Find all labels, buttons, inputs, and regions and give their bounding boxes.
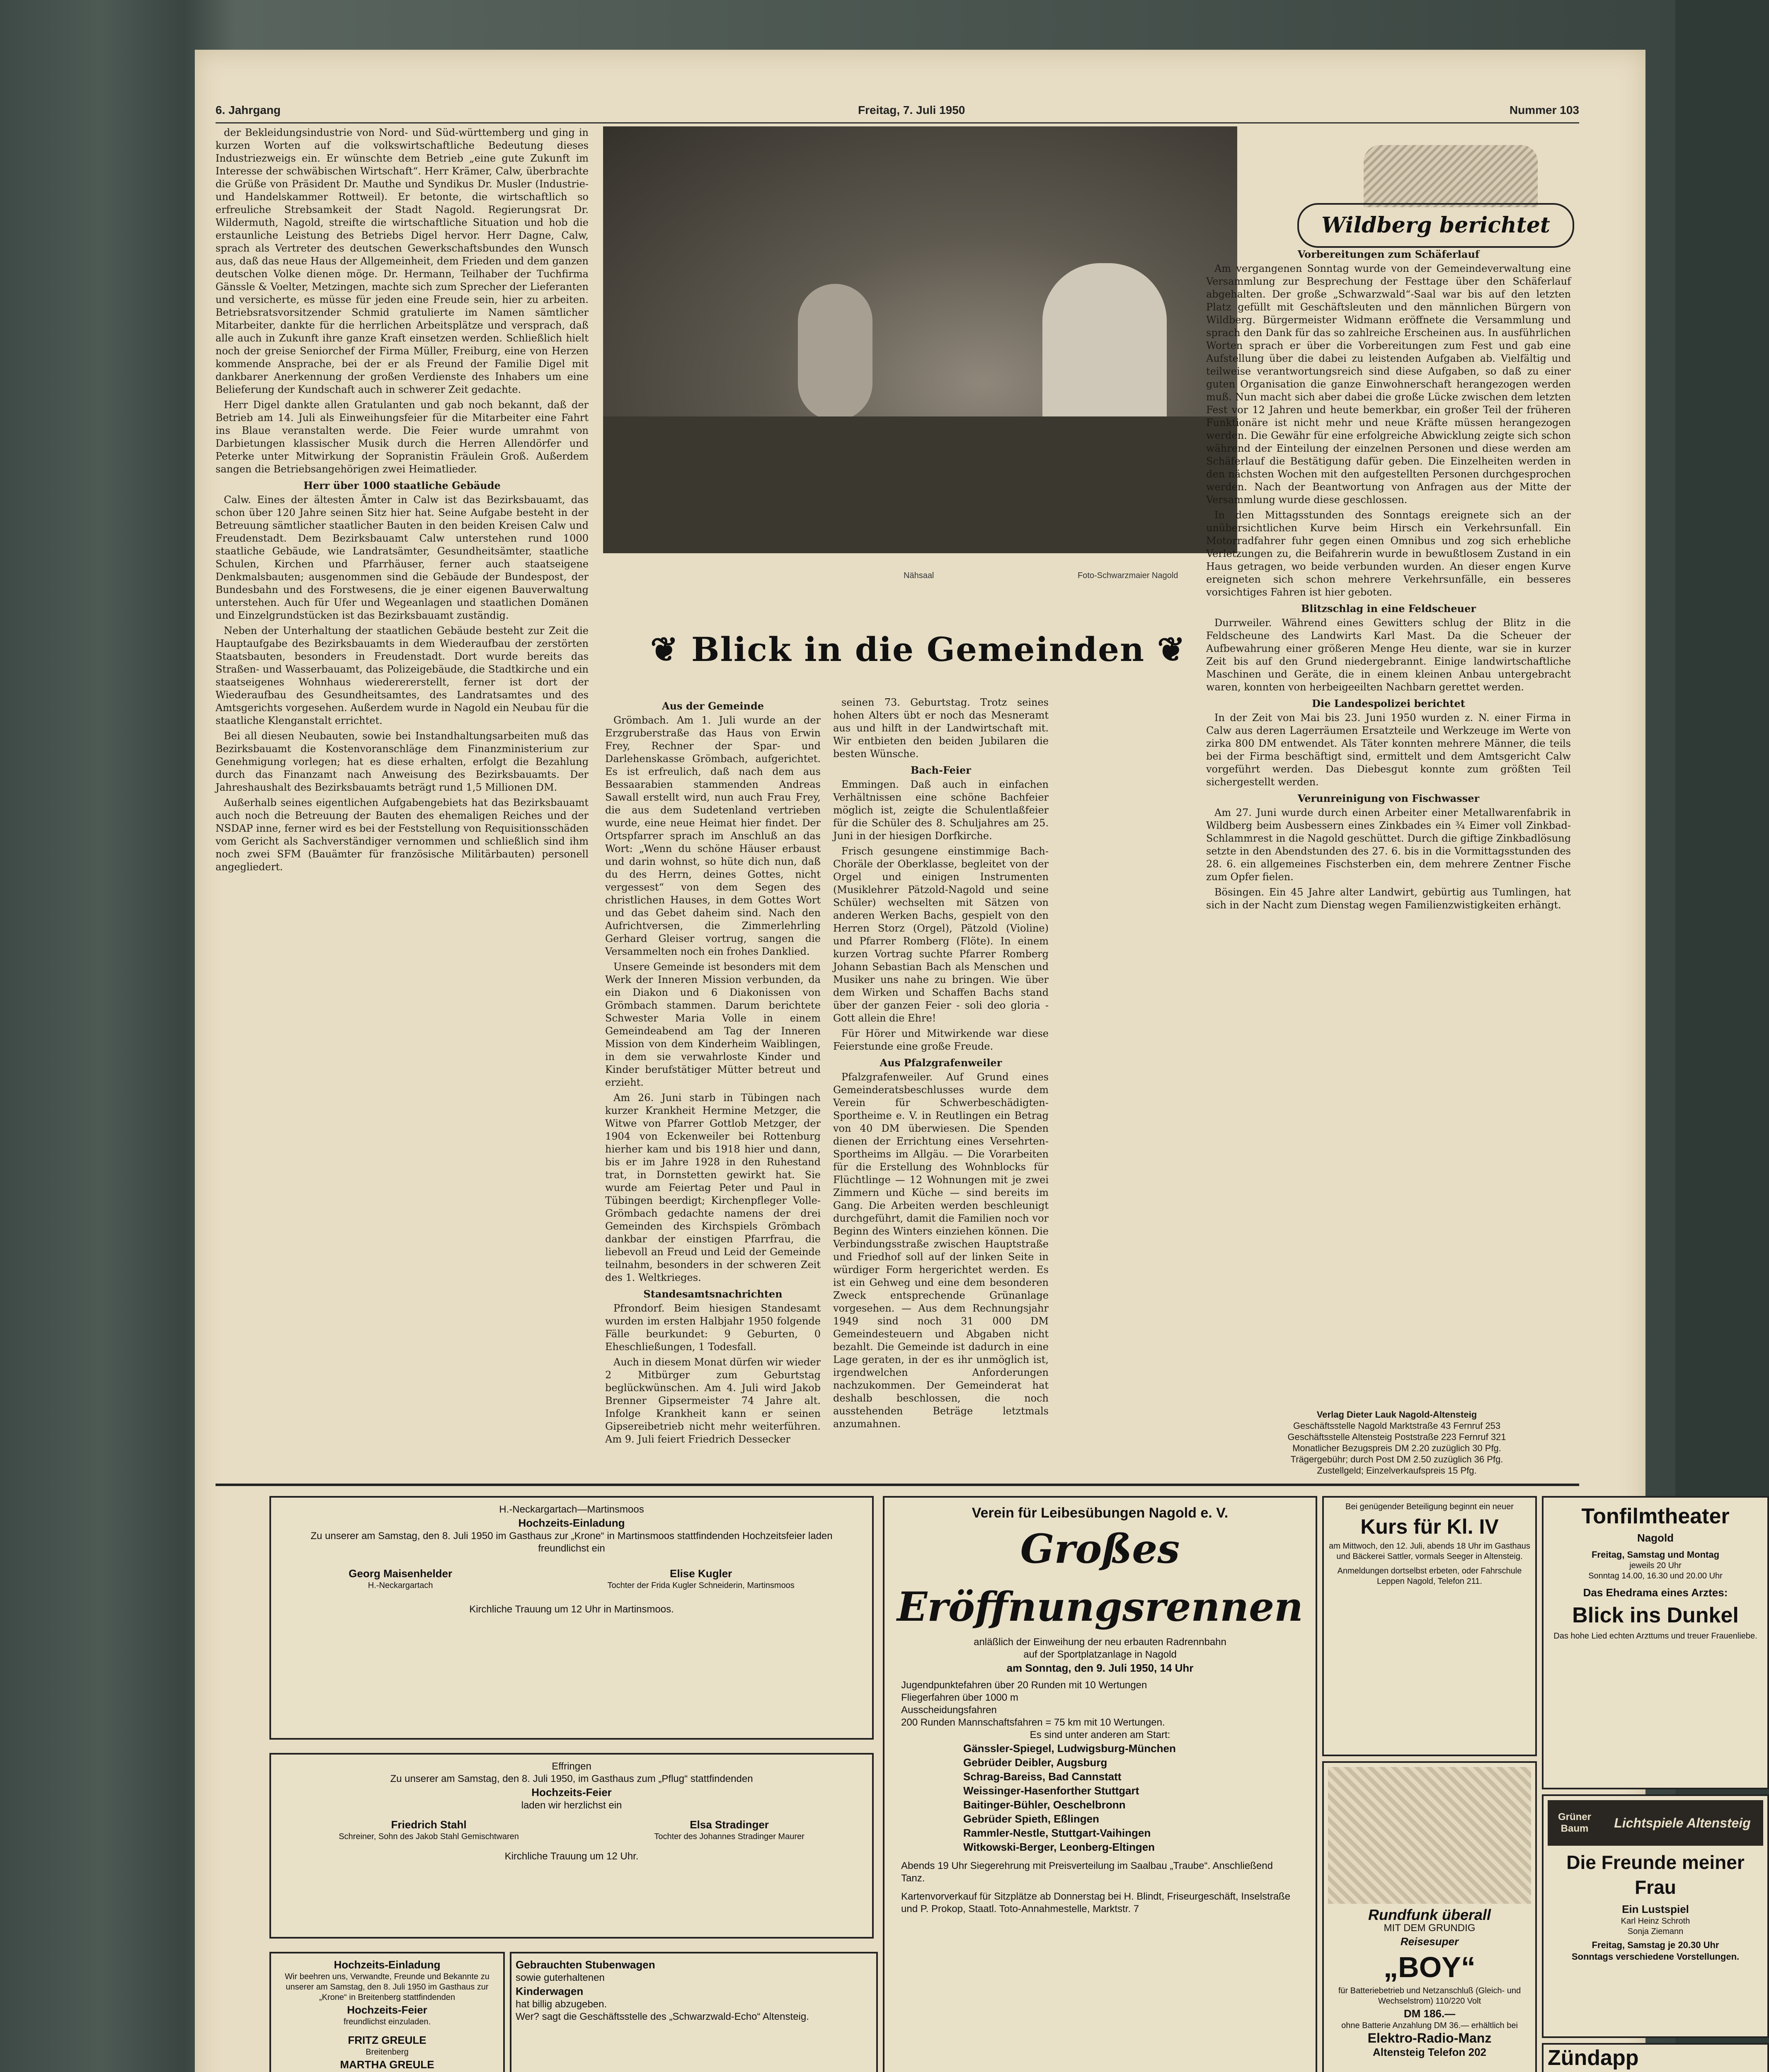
ad-fahrkurs xyxy=(1322,1496,1537,1756)
ad-zuendapp xyxy=(1542,2043,1769,2072)
impressum-line: Trägergebühr; durch Post DM 2.50 zuzüglich 36 Pfg. xyxy=(1290,1454,1503,1464)
ad-line: Sonntag 14.00, 16.30 und 20.00 Uhr xyxy=(1588,1571,1723,1581)
ad-film: Die Freunde meiner Frau xyxy=(1566,1852,1745,1898)
banner-ornament-left-icon: ❦ xyxy=(650,630,691,669)
wildberg-banner: Wildberg berichtet xyxy=(1297,203,1574,248)
ad-line: Freitag, Samstag und Montag xyxy=(1591,1549,1720,1560)
paragraph: Frisch gesungene einstimmige Bach-Choräle der Oberklasse, begleitet von der Orgel und einigen Instrumenten (Musiklehrer Pätzold-Nagold und seine Schüler) wechselten mit Sätzen von anderen Werken Bachs, gespielt von den Herren Storz (Orgel), Pätzold (Violine) und Pfarrer Romberg (Flöte). In einem kurzen Vortrag suchte Pfarrer Romberg Johann Sebastian Bach als Menschen und Musiker uns nahe zu bringen. Wie über dem Wirken und Schaffen Bachs stand über der ganzen Feier - soli deo gloria - Gott allein die Ehre! xyxy=(833,845,1049,1024)
ad-line: Schreiner, Sohn des Jakob Stahl Gemischtwaren xyxy=(339,1832,519,1841)
article-heading: Verunreinigung von Fischwasser xyxy=(1297,792,1480,804)
ad-line: Wir beehren uns, Verwandte, Freunde und Bekannte zu unserer am Samstag, den 8. Juli 1950 im Gasthaus zur „Krone“ in Breitenberg stattfindenden xyxy=(285,1972,490,2002)
ad-line: Ausscheidungsfahren xyxy=(901,1704,997,1716)
ad-line: Sonja Ziemann xyxy=(1627,1927,1684,1936)
photo-caption: Nähsaal xyxy=(904,571,934,580)
ad-line: Anmeldungen dortselbst erbeten, oder Fahrschule Leppen Nagold, Telefon 211. xyxy=(1337,1566,1522,1586)
ad-line: Tochter des Johannes Stradinger Maurer xyxy=(654,1832,805,1841)
paragraph: Unsere Gemeinde ist besonders mit dem Werk der Inneren Mission verbunden, da ein Diakon und 6 Diakonissen von Grömbach stammen. Darum berichtete Schwester Maria Volle in einem Gemeindeabend am Tag der Inneren Mission von dem Kinderheim Waiblingen, in dem sie verwahrloste Kinder und Kinder berufstätiger Mütter betreut und erzieht. xyxy=(605,961,821,1088)
ad-line: Rundfunk überall xyxy=(1368,1906,1491,1923)
ad-title: Tonfilmtheater xyxy=(1581,1504,1730,1528)
ad-line: Jugendpunktefahren über 20 Runden mit 10 Wertungen xyxy=(901,1680,1147,1691)
ad-beach-illustration xyxy=(1328,1767,1531,1904)
ad-line: auf der Sportplatzanlage in Nagold xyxy=(1023,1649,1177,1660)
ad-grundig-boy xyxy=(1322,1761,1537,2072)
paragraph: Am 26. Juni starb in Tübingen nach kurzer Krankheit Hermine Metzger, die Witwe von Pfarrer Gottlob Metzger, der 1904 von Eckenweiler bei Rottenburg hierher kam und bis 1918 hier und dann, bis er im Jahre 1928 in den Ruhestand trat, in Dornstetten gewirkt hat. Sie wurde am Feiertag Peter und Paul in Tübingen beerdigt; Kirchenpfleger Volle-Grömbach gedachte namens der drei Gemeinden des Kirchspiels Grömbach dankbar der einstigen Pfarrfrau, die liebevoll an Freud und Leid der Gemeinde teilnahm, besonders in der schweren Zeit des 1. Weltkrieges. xyxy=(605,1092,821,1283)
ad-title: Zündapp xyxy=(1548,2046,1639,2070)
ad-film: Blick ins Dunkel xyxy=(1572,1603,1739,1627)
ad-line: jeweils 20 Uhr xyxy=(1629,1561,1682,1570)
ad-title: Hochzeits-Einladung xyxy=(334,1958,441,1971)
ad-bride: Elsa Stradinger xyxy=(690,1818,769,1831)
article-heading: Standesamtsnachrichten xyxy=(643,1288,783,1300)
ad-line: Abends 19 Uhr Siegerehrung mit Preisverteilung im Saalbau „Traube“. Anschließend Tanz. xyxy=(901,1860,1273,1884)
ad-title: Kurs für Kl. IV xyxy=(1360,1515,1499,1538)
volume-label: 6. Jahrgang xyxy=(216,104,281,116)
ad-title: Hochzeits-Einladung xyxy=(518,1517,625,1529)
ad-line: Zu unserer am Samstag, den 8. Juli 1950 im Gasthaus zur „Krone“ in Martinsmoos stattfindenden Hochzeitsfeier laden freundlichst ein xyxy=(310,1530,833,1554)
ad-line: MIT DEM GRUNDIG xyxy=(1384,1922,1476,1934)
ad-line: Kirchliche Trauung um 12 Uhr in Martinsmoos. xyxy=(469,1604,674,1615)
paragraph: Bei all diesen Neubauten, sowie bei Instandhaltungsarbeiten muß das Bezirksbauamt die Kostenvoranschläge dem Finanzministerium zur Genehmigung vorlegen; hat es diese erhalten, erfolgt die Bezahlung durch das Finanzamt nach Anweisung des Bezirksbauamts. Der Jahreshaushalt des Bezirksbauamts beträgt rund 1,5 Millionen DM. xyxy=(216,730,589,793)
issue-number: Nummer 103 xyxy=(1509,104,1579,116)
paragraph: der Bekleidungsindustrie von Nord- und Süd-württemberg und ging in kurzen Worten auf die volkswirtschaftliche Bedeutung dieses Industriezweigs ein. Er wünschte dem Betrieb „eine gute Zukunft im Interesse der schwäbischen Wirtschaft“. Herr Krämer, Calw, überbrachte die Grüße von Präsident Dr. Mauthe und Syndikus Dr. Musler (Industrie- und Handelskammer Rottweil). Er betonte, die wirtschaftlich so erfreuliche Strebsamkeit der Stadt Nagold. Regierungsrat Dr. Wildermuth, Nagold, streifte die wirtschaftliche Situation und hob die erstaunliche Leistung des Betriebs Digel hervor. Herr Dagne, Calw, sprach als Vertreter des deutschen Gewerkschaftsbundes den Wunsch aus, daß das neue Haus der Allgemeinheit, dem Frieden und dem ganzen deutschen Volke dienen möge. Dr. Hermann, Teilhaber der Tuchfirma Gänssle & Voelter, Metzingen, machte sich zum Sprecher der Lieferanten und versicherte, es müsse für jeden eine Freude sein, hier zu arbeiten. Betriebsratsvorsitzender Schmid gratulierte im Namen sämtlicher Mitarbeiter, dankte für die herrlichen Arbeitsplätze und versprach, daß alle auch in Zukunft ihre ganze Kraft einsetzen werden. Schließlich hielt noch der greise Seniorchef der Firma Müller, Freiburg, eine von Herzen kommende Ansprache, bei der er als Freund der Familie Digel mit dankbarer Anerkennung der großen Verdienste des Inhabers um eine Belieferung der Kundschaft auch in schwerer Zeit gedachte. xyxy=(216,127,589,395)
impressum-line: Monatlicher Bezugspreis DM 2.20 zuzüglich 30 Pfg. xyxy=(1292,1443,1501,1453)
date-label: Freitag, 7. Juli 1950 xyxy=(858,104,965,116)
ad-line: Das hohe Lied echten Arzttums und treuer Frauenliebe. xyxy=(1553,1631,1757,1641)
ad-line: Reisesuper xyxy=(1400,1935,1459,1948)
ad-bride: MARTHA GREULE xyxy=(340,2058,434,2071)
article-bach-feier xyxy=(833,696,1049,1546)
paragraph: Calw. Eines der ältesten Ämter in Calw ist das Bezirksbauamt, das schon über 120 Jahre seinen Sitz hier hat. Seine Aufgabe besteht in der Betreuung sämtlicher staatlicher Bauten in den beiden Kreisen Calw und Freudenstadt. Dem Bezirksbauamt Calw unterstehen rund 1000 staatliche Gebäude, wie Landratsämter, Gesundheitsämter, staatliche Schulen, Kirchen und Pfarrhäuser, ferner auch staatseigene Denkmalsbauten; ausgenommen sind die Gebäude der Bundespost, der Bundesbahn und des Forstwesens, die je einer eigenen Bauverwaltung unterstehen. Auch für Ufer und Wegeanlagen und staatlichen Domänen und Einzelgrundstücken ist das Bezirksbauamt zuständig. xyxy=(216,494,589,621)
ad-line: H.-Neckargartach—Martinsmoos xyxy=(499,1504,644,1515)
paragraph: Auch in diesem Monat dürfen wir wieder 2 Mitbürger zum Geburtstag beglückwünschen. Am 4. Juli wird Jakob Brenner Gipsermeister 74 Jahre alt. Infolge Krankheit kann er seinen Gipsereibetrieb nicht mehr weiterführen. Am 9. Juli feiert Friedrich Dessecker xyxy=(605,1356,821,1445)
ad-line: Altensteig Telefon 202 xyxy=(1372,2046,1487,2058)
impressum-line: Verlag Dieter Lauk Nagold-Altensteig xyxy=(1316,1409,1477,1420)
ad-line: Karl Heinz Schroth xyxy=(1621,1917,1690,1926)
ad-line: 200 Runden Mannschaftsfahren = 75 km mit 10 Wertungen. xyxy=(901,1717,1165,1728)
ad-title: „BOY“ xyxy=(1384,1951,1476,1983)
ad-headline: Eröffnungsrennen xyxy=(897,1583,1303,1630)
ad-line: hat billig abzugeben. xyxy=(516,1999,607,2010)
ad-line: Nagold xyxy=(1637,1532,1674,1544)
ad-eroeffnungsrennen xyxy=(883,1496,1317,2072)
article-digel xyxy=(216,126,589,1560)
ad-groom: Georg Maisenhelder xyxy=(349,1567,453,1580)
article-heading: Aus der Gemeinde xyxy=(662,700,764,712)
ad-rider: Gebrüder Deibler, Augsburg xyxy=(963,1756,1107,1769)
wildberg-castle-illustration xyxy=(1364,145,1538,207)
ad-wedding-stahl xyxy=(269,1753,874,1939)
impressum-line: Zustellgeld; Einzelverkaufspreis 15 Pfg. xyxy=(1317,1465,1477,1476)
ad-rider: Gänssler-Spiegel, Ludwigsburg-München xyxy=(963,1742,1176,1755)
ad-wedding-greule xyxy=(269,1952,505,2072)
paragraph: Außerhalb seines eigentlichen Aufgabengebiets hat das Bezirksbauamt auch noch die Betreuung der Bauten des ehemaligen Reiches und der NSDAP inne, ferner wird es bei der Feststellung von Requisitionsschäden vom Gericht als Sachverständiger vernommen und schließlich sind ihm noch zwei SFM (Bauämter für französische Militärbauten) personell angegliedert. xyxy=(216,797,589,873)
article-gemeinde xyxy=(605,696,821,1546)
ad-line: H.-Neckargartach xyxy=(368,1581,433,1590)
ad-line: Kartenvorverkauf für Sitzplätze ab Donnerstag bei H. Blindt, Friseurgeschäft, Inselstraße und P. Prokop, Staatl. Toto-Annahmestelle, Marktstr. 7 xyxy=(901,1891,1291,1915)
ad-title: Verein für Leibesübungen Nagold e. V. xyxy=(972,1505,1229,1521)
paragraph: In den Mittagsstunden des Sonntags ereignete sich an der unübersichtlichen Kurve beim Hirsch ein Verkehrsunfall. Ein Motorradfahrer fuhr gegen einen Omnibus und zog sich erhebliche Verletzungen zu, die Beifahrerin wurde in bewußtlosem Zustand in ein Haus getragen, wo beide verbunden wurden. An dieser engen Kurve ereigneten sich schon mehrere Verkehrsunfälle, ein besseres vorsichtiges Fahren ist hier geboten. xyxy=(1206,509,1571,598)
ad-title: Hochzeits-Feier xyxy=(347,2004,427,2016)
article-heading: Bach-Feier xyxy=(911,764,971,776)
paragraph: Neben der Unterhaltung der staatlichen Gebäude besteht zur Zeit die Hauptaufgabe des Bezirksbauamts in dem Wiederaufbau der zerstörten Staatsbauten, besonders in Freudenstadt. Dort wurde bereits das Straßen- und Wasserbauamt, das Polizeigebäude, die Stadtkirche und ein staatseigenes Wohnhaus wiederererstellt, ferner ist dort der Wiederaufbau des Gesundheitsamtes, des Landratsamtes und des Amtsgerichts vorgesehen. Außerdem wurde in Nagold ein Neubau für die staatliche Klenganstalt errichtet. xyxy=(216,625,589,726)
ad-line: anläßlich der Einweihung der neu erbauten Radrennbahn xyxy=(974,1636,1226,1648)
banner-ornament-right-icon: ❦ xyxy=(1145,630,1186,669)
article-heading: Blitzschlag in eine Feldscheuer xyxy=(1301,603,1476,615)
ad-tag: Grüner Baum xyxy=(1558,1811,1591,1834)
paragraph: Durrweiler. Während eines Gewitters schlug der Blitz in die Feldscheune des Landwirts Karl Mast. Da die Scheuer der Aufbewahrung einer größeren Menge Heu diente, war sie in kurzer Zeit bis auf den Grund niedergebrannt. Einige landwirtschaftliche Maschinen und Geräte, die in einem kleinen Anbau untergebracht waren, konnten von herbeigeeilten Nachbarn gerettet werden. xyxy=(1206,617,1571,693)
ad-title: Hochzeits-Feier xyxy=(531,1786,612,1798)
paragraph: Pfalzgrafenweiler. Auf Grund eines Gemeinderatsbeschlusses wurde dem Verein für Schwerbeschädigten-Sportheime e. V. in Reutlingen ein Betrag von 40 DM überwiesen. Die Spenden dienen der Errichtung eines Versehrten-Sportheims im Allgäu. — Die Vorarbeiten für die Erstellung des Wohnblocks für Flüchtlinge — 12 Wohnungen mit je zwei Zimmern und Küche — sind bereits im Gang. Die Arbeiten werden beschleunigt durchgeführt, damit die Familien noch vor Beginn des Winters einziehen können. Die Verbindungsstraße zwischen Hauptstraße und Friedhof soll auf der linken Seite in würdiger Form hergerichtet werden. Es ist ein Gehweg und eine dem besonderen Zweck entsprechende Grünanlage vorgesehen. — Aus dem Rechnungsjahr 1949 sind noch 31 000 DM Gemeindesteuern und Abgaben nicht bezahlt. Die Gemeinde ist dadurch in eine Lage geraten, in der es ihr unmöglich ist, irgendwelchen Anforderungen nachzukommen. Der Gemeinderat hat deshalb beschlossen, die noch ausstehenden Beträge letztmals anzumahnen. xyxy=(833,1071,1049,1430)
ad-shop: Elektro-Radio-Manz xyxy=(1367,2031,1492,2045)
ad-stubenwagen xyxy=(510,1952,878,2072)
ad-line: freundlichst einzuladen. xyxy=(343,2017,431,2026)
impressum-line: Geschäftsstelle Altensteig Poststraße 223 Fernruf 321 xyxy=(1287,1432,1506,1442)
header-rule xyxy=(216,122,1579,123)
ad-lichtspiele-altensteig xyxy=(1542,1794,1769,2038)
ad-line: Ein Lustspiel xyxy=(1622,1903,1689,1915)
ad-line: sowie guterhaltenen xyxy=(516,1972,605,1983)
ad-title: Kinderwagen xyxy=(516,1985,584,1997)
paragraph: Am 27. Juni wurde durch einen Arbeiter einer Metallwarenfabrik in Wildberg beim Ausbessern eines Zinkbades ein ¾ Eimer voll Zinkbad-Schlammrest in die Nagold geschüttet. Durch die giftige Zinkbadlösung setzte in den Abendstunden des 27. 6. bis in die Vormittagsstunden des 28. 6. ein allgemeines Fischsterben ein, dem mehrere Zentner Fische zum Opfer fielen. xyxy=(1206,807,1571,883)
newspaper-page xyxy=(195,50,1757,2072)
paragraph: Pfrondorf. Beim hiesigen Standesamt wurden im ersten Halbjahr 1950 folgende Fälle beurkundet: 9 Geburten, 0 Eheschließungen, 1 Todesfall. xyxy=(605,1302,821,1353)
paragraph: Herr Digel dankte allen Gratulanten und gab noch bekannt, daß der Betrieb am 14. Juli als Einweihungsfeier für die Mitarbeiter eine Fahrt ins Blaue veranstalten werde. Die Feier wurde umrahmt von Darbietungen klassischer Musik durch die Herren Allendörfer und Peterke unter Mitwirkung der Sopranistin Fräulein Groß. Außerdem sangen die Betriebsangehörigen zwei Heimatlieder. xyxy=(216,399,589,475)
ad-line: Tochter der Frida Kugler Schneiderin, Martinsmoos xyxy=(607,1581,795,1590)
ad-line: für Batteriebetrieb und Netzanschluß (Gleich- und Wechselstrom) 110/220 Volt xyxy=(1338,1986,1521,2006)
paragraph: In der Zeit von Mai bis 23. Juni 1950 wurden z. N. einer Firma in Calw aus deren Lagerräumen Ersatzteile und Werkzeuge im Werte von zirka 800 DM entwendet. Als Täter konnten mehrere Männer, die teils bei der Firma beschäftigt sind, ermittelt und dem Amtsgericht Calw vorgeführt werden. Das Diebesgut konnte zum größten Teil sichergestellt werden. xyxy=(1206,712,1571,788)
ad-title: Lichtspiele Altensteig xyxy=(1614,1815,1751,1830)
article-heading: Vorbereitungen zum Schäferlauf xyxy=(1297,248,1480,260)
page-header xyxy=(216,104,1579,120)
ad-line: Kirchliche Trauung um 12 Uhr. xyxy=(504,1851,639,1862)
paragraph: Emmingen. Daß auch in einfachen Verhältnissen eine schöne Bachfeier möglich ist, zeigte die Schulentlaßfeier für die Schüler des 8. Schuljahres am 25. Juni in der hiesigen Dorfkirche. xyxy=(833,779,1049,842)
ad-line: laden wir herzlichst ein xyxy=(521,1800,622,1811)
ad-rider: Gebrüder Spieth, Eßlingen xyxy=(963,1813,1099,1825)
banner-title: Blick in die Gemeinden xyxy=(691,630,1145,669)
ad-line: Es sind unter anderen am Start: xyxy=(1030,1729,1170,1740)
ad-title: Gebrauchten Stubenwagen xyxy=(516,1958,655,1971)
article-heading: Herr über 1000 staatliche Gebäude xyxy=(303,479,501,491)
ad-line: Effringen xyxy=(552,1761,591,1772)
ad-line: am Mittwoch, den 12. Juli, abends 18 Uhr im Gasthaus und Bäckerei Sattler, vormals Seeger in Altensteig. xyxy=(1329,1542,1530,1561)
article-heading: Aus Pfalzgrafenweiler xyxy=(880,1057,1002,1069)
ad-line: Bei genügender Beteiligung beginnt ein neuer xyxy=(1345,1502,1514,1511)
photo-worktable xyxy=(603,416,1237,553)
paragraph: Am vergangenen Sonntag wurde von der Gemeindeverwaltung eine Versammlung zur Besprechung der Festtage über den Schäferlauf abgehalten. Der große „Schwarzwald“-Saal war bis auf den letzten Platz gefüllt mit Geschäftsleuten und den männlichen Bürgern von Wildberg. Bürgermeister Widmann eröffnete die Versammlung und sprach den Dank für das so zahlreiche Erscheinen aus. In ausführlichen Worten sprach er über die Vorbereitungen zum Fest und gab eine Aufstellung über die dabei zu leistenden Aufgaben ab. Vielfältig und teilweise verantwortungsreich sind diese Aufgaben, so daß zu einer guten Organisation die ganze Einwohnerschaft herangezogen werden muß. Nun macht sich aber dabei die große Lücke zwischen dem letzten Fest vor 12 Jahren und heute bemerkbar, ein großer Teil der früheren Funktionäre ist nicht mehr und neue Kräfte müssen herangezogen werden. Die Gewähr für eine erfolgreiche Abwicklung zeigte sich schon während der Einteilung der einzelnen Personen und diese werden am Schäferlauf die Bestätigung dafür geben. Die Einzelheiten werden in den nächsten Wochen mit den aufgestellten Personen durchgesprochen werden. Nach der Beantwortung von Anfragen aus der Mitte der Versammlung wurde diese geschlossen. xyxy=(1206,263,1571,506)
ad-line: ohne Batterie Anzahlung DM 36.— erhältlich bei xyxy=(1341,2021,1518,2030)
ad-rider: Baitinger-Bühler, Oeschelbronn xyxy=(963,1798,1126,1811)
ad-bride: Elise Kugler xyxy=(670,1567,732,1580)
ad-rider: Weissinger-Hasenforther Stuttgart xyxy=(963,1784,1139,1797)
ad-rider: Schrag-Bareiss, Bad Cannstatt xyxy=(963,1770,1122,1783)
paragraph: Grömbach. Am 1. Juli wurde an der Erzgruberstraße das Haus von Erwin Frey, Rechner der Spar- und Darlehenskasse Grömbach, aufgerichtet. Es ist erfreulich, daß nach dem aus Bessaarabien stammenden Andreas Sawall erstellt wird, nun auch Frau Frey, die aus dem Sudetenland vertrieben wurde, eine neue Heimat hier findet. Der Ortspfarrer sprach im Anschluß an das Wort: „Wenn du schöne Häuser erbaust und darin wohnst, so hüte dich nun, daß du des Herrn, deines Gottes, nicht vergessest“ von dem Segen des christlichen Hauses, in dem Gottes Wort und das Gebet daheim sind. Nach den Aufrichtversen, die Zimmerlehrling Gerhard Gleiser vortrug, sangen die Versammelten noch ein frohes Danklied. xyxy=(605,714,821,957)
ad-groom: Friedrich Stahl xyxy=(391,1818,467,1831)
ads-rule xyxy=(216,1484,1579,1486)
impressum xyxy=(1219,1409,1575,1476)
ad-headline: Großes xyxy=(1020,1525,1180,1572)
section-banner-gemeinden xyxy=(624,630,1212,675)
ad-price: DM 186.— xyxy=(1403,2007,1456,2020)
photo-credit: Foto-Schwarzmaier Nagold xyxy=(1078,571,1178,580)
ad-tonfilmtheater xyxy=(1542,1496,1769,1789)
photo-worker-background xyxy=(798,284,872,421)
article-wildberg xyxy=(1206,244,1571,1554)
ad-groom: FRITZ GREULE xyxy=(348,2034,426,2046)
impressum-line: Geschäftsstelle Nagold Marktstraße 43 Fernruf 253 xyxy=(1293,1421,1501,1431)
paragraph: seinen 73. Geburtstag. Trotz seines hohen Alters übt er noch das Mesneramt aus und hilft in der Landwirtschaft mit. Wir entbieten den beiden Jubilaren die besten Wünsche. xyxy=(833,697,1049,760)
sewing-room-photo xyxy=(603,126,1237,553)
paragraph: Für Hörer und Mitwirkende war diese Feierstunde eine große Freude. xyxy=(833,1028,1049,1052)
ad-line: Wer? sagt die Geschäftsstelle des „Schwarzwald-Echo“ Altensteig. xyxy=(516,2011,809,2022)
ad-rider: Witkowski-Berger, Leonberg-Eltingen xyxy=(963,1841,1155,1853)
ad-line: Fliegerfahren über 1000 m xyxy=(901,1692,1018,1703)
ad-line: am Sonntag, den 9. Juli 1950, 14 Uhr xyxy=(1006,1662,1194,1674)
ad-line: Sonntags verschiedene Vorstellungen. xyxy=(1571,1951,1740,1962)
ad-line: Breitenberg xyxy=(366,2048,409,2057)
ad-wedding-maisenhelder xyxy=(269,1496,874,1740)
ad-rider: Rammler-Nestle, Stuttgart-Vaihingen xyxy=(963,1827,1151,1839)
ad-line: Freitag, Samstag je 20.30 Uhr xyxy=(1592,1940,1719,1950)
ad-line: Das Ehedrama eines Arztes: xyxy=(1583,1586,1728,1599)
paragraph: Bösingen. Ein 45 Jahre alter Landwirt, gebürtig aus Tumlingen, hat sich in der Nacht zum Dienstag wegen Familienzwistigkeiten erhängt. xyxy=(1206,886,1571,911)
ad-line: Zu unserer am Samstag, den 8. Juli 1950, im Gasthaus zum „Pflug“ stattfindenden xyxy=(390,1773,753,1784)
article-heading: Die Landespolizei berichtet xyxy=(1312,697,1465,709)
